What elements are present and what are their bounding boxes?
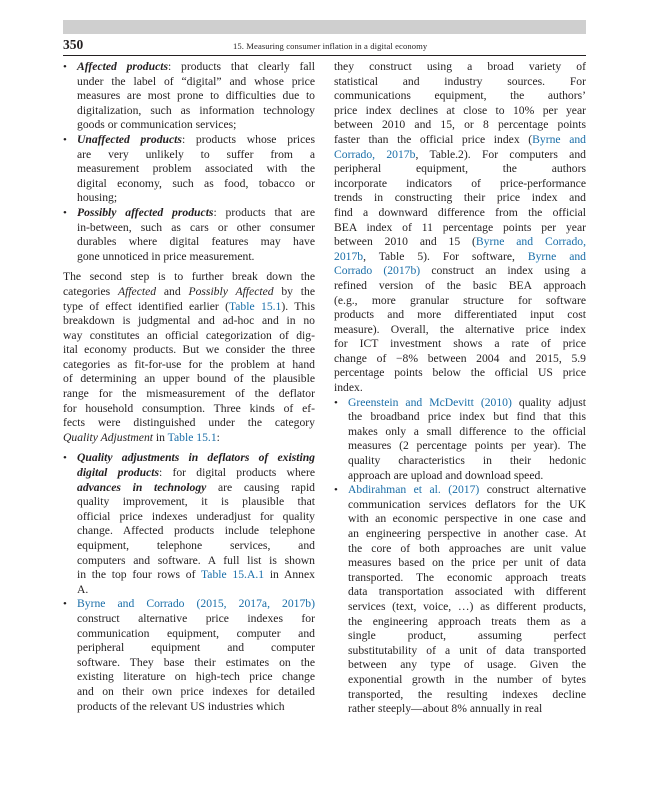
text-line [334, 688, 586, 703]
text-run: measures are most prone to difficulties due to [77, 89, 315, 103]
text-line [334, 60, 586, 75]
text-run: Possibly affected products [77, 205, 214, 219]
text-line [63, 177, 315, 192]
text-run: find a downward difference from the official [334, 205, 586, 219]
text-run: for household consumption. Three kinds of ef- [63, 401, 315, 415]
bullet-item [63, 133, 315, 206]
text-run: in [153, 430, 168, 444]
text-run: housing; [77, 191, 118, 205]
text-run: advances in technology [77, 480, 207, 494]
text-run: the core of both approaches are unit value [348, 541, 586, 555]
text-line [63, 402, 315, 417]
text-line [63, 670, 315, 685]
text-run: measures (2 percentage points per year). The [348, 439, 586, 453]
bullet-icon: • [334, 396, 338, 409]
text-run: exponential growth in the number of bytes [348, 672, 586, 686]
text-line [334, 250, 586, 265]
text-run: : [216, 430, 220, 444]
text-run: ital economy products. But we consider the three [63, 343, 315, 357]
text-line [334, 571, 586, 586]
text-line [334, 264, 586, 279]
text-line [334, 279, 586, 294]
text-line [334, 542, 586, 557]
header-rule [63, 55, 586, 56]
text-run: A. [77, 582, 89, 596]
text-run: : products whose prices [181, 132, 316, 146]
text-run: official price indexes underadjust for quality [77, 509, 315, 523]
text-run: way constitutes an official categorization of dig- [63, 328, 315, 342]
text-line [63, 612, 315, 627]
text-line [63, 627, 315, 642]
text-run: an engineering perspective in another case. At [348, 527, 586, 540]
text-line [63, 285, 315, 300]
text-line [63, 329, 315, 344]
text-line [334, 498, 586, 513]
text-line [63, 554, 315, 569]
text-run: categories as fit-for-use for the problem at hand [63, 357, 315, 371]
reference-link[interactable]: Abdirahman et al. (2017) [348, 483, 480, 497]
text-run: measurement problem associated with the [77, 162, 315, 176]
text-run: with an economic perspective in one case and [348, 512, 586, 526]
text-run: between 2010 and 15, or 8 percentage points [334, 118, 586, 132]
reference-link[interactable]: Byrne and [532, 132, 586, 146]
text-line [63, 641, 315, 656]
text-line [63, 685, 315, 700]
text-line [334, 396, 586, 411]
text-run: fects were distinguished under the category [63, 416, 315, 430]
text-line [334, 352, 586, 367]
text-line [63, 206, 315, 221]
text-run: gone unnoticed in price measurement. [77, 249, 255, 263]
reference-link[interactable]: Corrado, 2017b [334, 147, 416, 161]
text-line [334, 235, 586, 250]
text-line [334, 294, 586, 309]
text-run: existing literature on high-tech price change [77, 670, 315, 684]
text-run: Affected products [77, 60, 169, 73]
text-line [334, 658, 586, 673]
text-line [334, 191, 586, 206]
text-line [334, 527, 586, 542]
text-line [334, 75, 586, 90]
page-number: 350 [63, 37, 84, 52]
text-line [334, 439, 586, 454]
text-run: of determining an upper bound of the plausible [63, 372, 315, 386]
text-line [334, 162, 586, 177]
text-run: approach are upload and download speed. [348, 468, 544, 482]
text-line [334, 512, 586, 527]
running-head: 15. Measuring consumer inflation in a digital economy [233, 41, 428, 51]
bullet-item [63, 60, 315, 133]
text-line [334, 337, 586, 352]
text-line [63, 314, 315, 329]
text-run: : for digital products where [159, 466, 315, 480]
text-line [63, 343, 315, 358]
text-run: transported. The economic approach treats [348, 570, 586, 584]
reference-link[interactable]: Table 15.1 [228, 299, 282, 313]
text-run: software. They base their estimates on the [77, 655, 315, 669]
text-run: between 2010 and 15 ( [334, 235, 476, 249]
text-line [63, 466, 315, 481]
text-run: (e.g., more granular structure for software [334, 293, 586, 307]
text-run: computers and software. A full list is shown [77, 553, 315, 567]
text-run: by the [273, 284, 315, 298]
text-line [63, 372, 315, 387]
text-line [63, 270, 315, 285]
text-run: rather steeply—about 8% annually in real [348, 702, 543, 716]
bullet-icon: • [63, 598, 67, 611]
text-run: in the top four rows of [77, 568, 201, 582]
reference-link[interactable]: Byrne and Corrado (2015, 2017a, 2017b) [77, 597, 315, 611]
text-line [334, 702, 586, 717]
text-line [334, 483, 586, 498]
reference-link[interactable]: Byrne and Corrado, [475, 235, 586, 249]
text-line [334, 177, 586, 192]
reference-link[interactable]: Byrne and [527, 249, 586, 263]
text-run: the engineering approach treats them as a [348, 614, 586, 628]
text-run: price index declines at close to 10% per year [334, 103, 586, 117]
bullet-icon: • [334, 484, 338, 497]
text-run: incorporate indicators of price-performance [334, 176, 586, 190]
text-line [334, 469, 586, 484]
text-line [63, 221, 315, 236]
text-line [334, 104, 586, 119]
bullet-item [334, 483, 586, 717]
text-line [63, 431, 315, 446]
text-line [63, 700, 315, 715]
text-line [334, 556, 586, 571]
text-line [334, 644, 586, 659]
text-run: index. [334, 381, 363, 395]
text-run: quality characteristics in their hedonic [348, 454, 586, 468]
text-run: , Table 5). For software, [363, 249, 528, 263]
text-line [334, 673, 586, 688]
right-column [334, 60, 586, 717]
text-run: they construct using a broad variety of [334, 60, 586, 73]
text-run: communication equipment, computer and [77, 626, 315, 640]
text-line [63, 597, 315, 612]
paragraph [63, 270, 315, 445]
text-run: construct alternative price indexes for [77, 611, 315, 625]
text-line [63, 524, 315, 539]
text-run: Affected [117, 284, 157, 298]
text-run: quality adjust [511, 395, 586, 409]
text-line [63, 358, 315, 373]
text-run: percentage points below the official US price [334, 366, 586, 380]
text-line [334, 600, 586, 615]
text-line [63, 568, 315, 583]
reference-link[interactable]: Table 15.A.1 [201, 568, 265, 582]
text-line [334, 410, 586, 425]
text-run: Possibly Affected [188, 284, 274, 298]
text-run: products of the relevant US industries which [77, 699, 285, 713]
text-run: change. Affected products include telephone [77, 524, 315, 538]
text-line [334, 323, 586, 338]
text-line [63, 191, 315, 206]
text-run: durables where digital features may have [77, 235, 315, 249]
text-run: in-between, such as cars or other consumer [77, 220, 315, 234]
text-run: quality improvement, it is plausible that [77, 495, 315, 509]
text-run: substitutability of a unit of data transported [348, 643, 586, 657]
text-line [334, 366, 586, 381]
text-line [334, 133, 586, 148]
text-run: services (text, voice, …) as different products, [348, 599, 586, 613]
text-run: measure). Overall, the alternative price index [334, 322, 586, 336]
bullet-item [63, 451, 315, 597]
text-run: breakdown is judgmental and ad-hoc and in no [63, 314, 315, 328]
bullet-item [63, 597, 315, 714]
text-line [334, 454, 586, 469]
text-line [63, 539, 315, 554]
text-run: the broadband price index but find that this [348, 410, 586, 424]
text-run: digital economy, such as food, tobacco or [77, 176, 315, 190]
reference-link[interactable]: Corrado (2017b) [334, 264, 421, 278]
text-run: peripheral equipment, the authors [334, 162, 586, 176]
text-line [63, 60, 315, 75]
bullet-item [334, 396, 586, 484]
text-line [334, 585, 586, 600]
bullet-icon: • [63, 206, 67, 219]
text-line [334, 221, 586, 236]
text-line [63, 387, 315, 402]
text-run: and [156, 284, 189, 298]
text-run: measures based on the price per unit of data [348, 556, 586, 570]
text-run: and on their own price indexes for detailed [77, 684, 315, 698]
text-run: data transportation associated with different [348, 585, 586, 599]
text-run: construct alternative [479, 483, 586, 497]
text-run: are very unlikely to suffer from a [77, 147, 315, 161]
text-line [334, 381, 586, 396]
text-line [334, 118, 586, 133]
text-run: ). This [281, 299, 315, 313]
bullet-item [63, 206, 315, 264]
text-run: : products that are [213, 205, 315, 219]
left-column [63, 60, 315, 714]
text-run: makes only a small difference to the official [348, 424, 586, 438]
text-run: equipment, telephone services, and [77, 539, 315, 552]
text-line [63, 89, 315, 104]
text-line [63, 300, 315, 315]
text-run: communication services deflators for the UK [348, 497, 586, 511]
text-run: statistical and industry sources. For [334, 74, 586, 88]
text-run: The second step is to further break down the [63, 270, 315, 284]
paragraph [334, 60, 586, 396]
text-line [334, 425, 586, 440]
text-line [334, 148, 586, 163]
text-run: digitalization, such as information technology [77, 103, 315, 117]
text-run: products and more differentiated input cost [334, 308, 586, 322]
text-run: under the label of “digital” and whose price [77, 74, 315, 88]
bullet-icon: • [63, 133, 67, 146]
text-line [63, 104, 315, 119]
text-run: change of −8% between 2004 and 2015, 5.9 [334, 351, 586, 365]
text-run: Quality adjustments in deflators of existing [77, 451, 315, 465]
text-line [63, 451, 315, 466]
text-run: peripheral equipment and computer [77, 641, 315, 655]
text-run: trends in constructing their price index and [334, 191, 586, 205]
text-run: for ICT investment shows a rate of price [334, 337, 586, 351]
text-line [63, 250, 315, 265]
text-line [63, 162, 315, 177]
reference-link[interactable]: Table 15.1 [167, 430, 217, 444]
text-run: in Annex [264, 568, 315, 582]
text-run: between any type of usage. Given the [348, 658, 586, 672]
text-run: communications equipment, the authors’ [334, 89, 586, 103]
bullet-icon: • [63, 61, 67, 73]
text-run: goods or communication services; [77, 118, 237, 132]
text-line [63, 495, 315, 510]
text-run: Quality Adjustment [63, 430, 153, 444]
text-run: : products that clearly fall [168, 60, 315, 73]
reference-link[interactable]: Greenstein and McDevitt (2010) [348, 395, 512, 409]
text-run: , Table.2). For computers and [415, 147, 586, 161]
text-run: are causing rapid [206, 480, 315, 494]
text-run: refined version of the basic BEA approach [334, 278, 586, 292]
text-line [63, 510, 315, 525]
text-run: construct an index using a [420, 264, 586, 278]
text-run: transported, the resulting indexes decline [348, 687, 586, 701]
reference-link[interactable]: 2017b [334, 249, 364, 263]
text-run: BEA index of 11 percentage points per year [334, 220, 586, 234]
text-line [63, 133, 315, 148]
text-line [63, 656, 315, 671]
text-line [334, 89, 586, 104]
text-run: range for the mismeasurement of the deflator [63, 387, 315, 401]
text-line [334, 206, 586, 221]
text-run: faster than the official price index ( [334, 132, 533, 146]
text-run: digital products [77, 466, 160, 480]
text-line [334, 615, 586, 630]
text-line [334, 308, 586, 323]
text-line [63, 148, 315, 163]
text-line [63, 481, 315, 496]
text-run: Unaffected products [77, 132, 182, 146]
header-bar [63, 20, 586, 34]
text-line [63, 118, 315, 133]
text-line [63, 583, 315, 598]
text-run: single product, assuming perfect [348, 629, 586, 643]
text-run: type of effect identified earlier ( [63, 299, 229, 313]
text-line [63, 416, 315, 431]
text-line [63, 75, 315, 90]
bullet-icon: • [63, 452, 67, 465]
text-line [334, 629, 586, 644]
text-run: categories [63, 284, 118, 298]
text-line [63, 235, 315, 250]
